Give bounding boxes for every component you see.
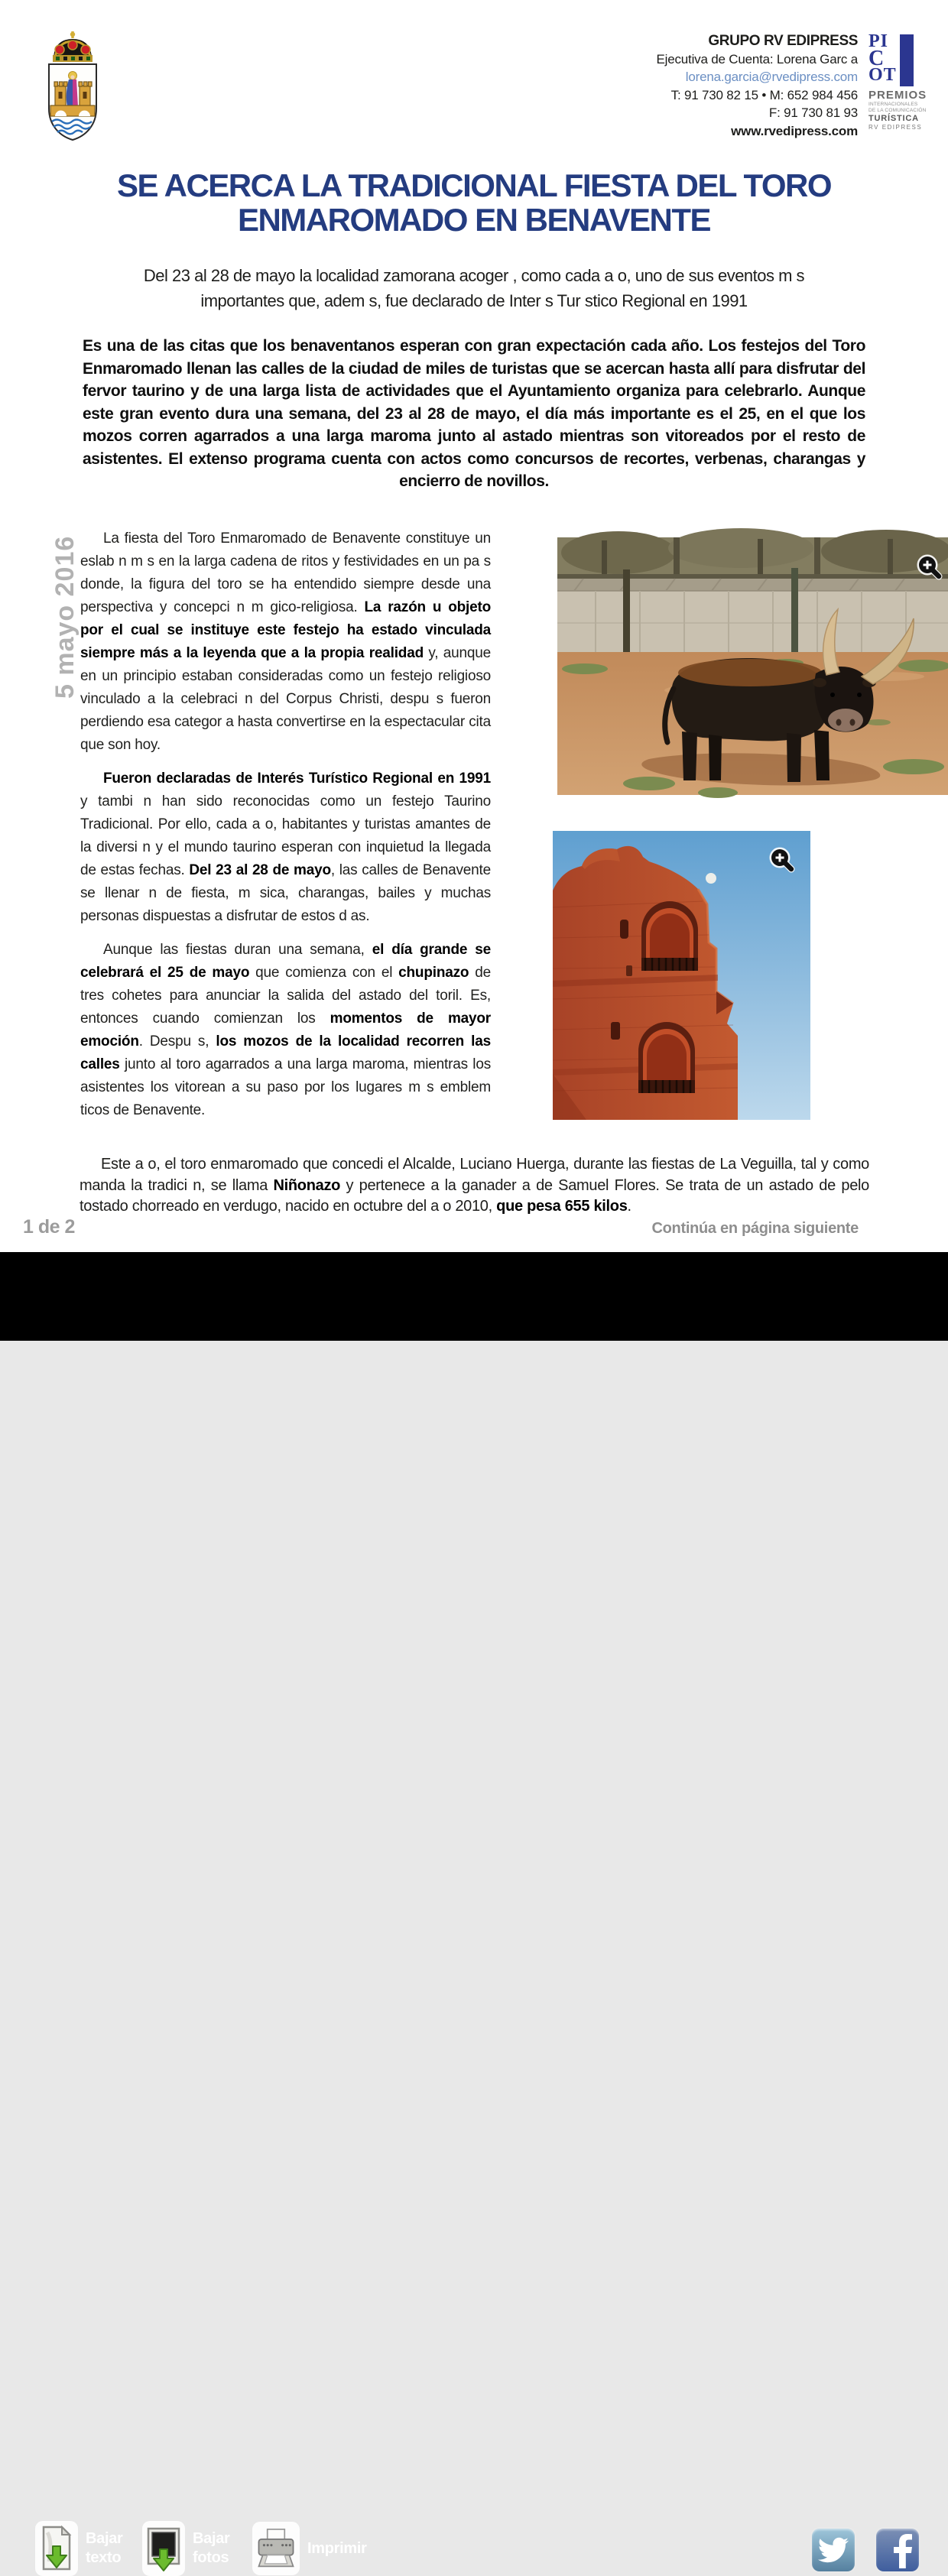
facebook-icon[interactable]: [876, 2529, 919, 2571]
continues-note: Continúa en página siguiente: [651, 1220, 859, 1237]
bull-photo: [557, 537, 948, 795]
agency-contact-block: [657, 32, 858, 140]
upper-arch: [641, 901, 698, 971]
article-left-column: [80, 527, 491, 1133]
agency-name: GRUPO RV EDIPRESS: [708, 33, 858, 49]
lead-paragraph: Es una de las citas que los benaventanos esperan con gran expectación cada año. Los festejos del Toro Enmaromado llenan las calles de la ciudad de miles de turistas que se acercan hasta allí para disfrutar del fervor taurino y de una larga lista de actividades que el Ayuntamiento organiza para celebrarlo. Aunque este gran evento dura una semana, del 23 al 28 de mayo, el día más importante es el 25, en el que los mozos corren agarrados a una larga maroma junto al astado mientras son vitoreados por el resto de asistentes. El extenso programa cuenta con actos como concursos de recortes, verbenas, charangas y encierro de novillos.: [83, 337, 865, 490]
twitter-icon[interactable]: [812, 2529, 855, 2571]
action-toolbar: [0, 1252, 948, 2566]
paragraph-4: Este a o, el toro enmaromado que concedi el Alcalde, Luciano Huerga, durante las fiestas de La Veguilla, tal y como manda la tradici n, se llama Niñonazo y pertenece a la ganader a de Samuel Flores. Se trata de un astado de pelo tostado chorreado en verdugo, nacido en octubre del a o 2010, que pesa 655 kilos.: [80, 1156, 869, 1215]
print-icon: [252, 2522, 300, 2575]
picot-letter-c: C: [868, 47, 885, 70]
zoom-in-icon[interactable]: [917, 554, 943, 580]
paragraph-3: Aunque las fiestas duran una semana, el día grande se celebrará el 25 de mayo que comienza con el chupinazo de tres cohetes para anunciar la salida del astado del toril. Es, entonces cuando comienzan los momentos de mayor emoción. Despu s, los mozos de la localidad recorren las calles junto al toro agarrados a una larga maroma, mientras los asistentes los vitorean a su paso por los lugares m s emblem ticos de Benavente.: [80, 942, 491, 1118]
email-link[interactable]: lorena.garcia@rvedipress.com: [685, 70, 858, 84]
download-text-label: Bajar texto: [86, 2530, 123, 2566]
vertical-date: 5 mayo 2016: [50, 535, 80, 699]
lower-arch: [638, 1022, 695, 1093]
zoom-in-icon[interactable]: [769, 847, 795, 873]
picot-turistica: TURÍSTICA: [868, 114, 919, 123]
page-indicator: 1 de 2: [23, 1216, 75, 1238]
download-text-icon: [35, 2521, 78, 2576]
tower-photo: [553, 831, 810, 1120]
picot-rv-edipress: RV EDIPRESS: [868, 124, 923, 131]
account-executive-line: Ejecutiva de Cuenta: Lorena Garc a: [656, 51, 858, 67]
fax-line: F: 91 730 81 93: [768, 105, 858, 120]
download-photos-icon: [142, 2521, 185, 2576]
print-label: Imprimir: [307, 2539, 367, 2557]
title-line-2: ENMAROMADO EN BENAVENTE: [237, 202, 711, 238]
picot-letters-pi: PI: [868, 31, 888, 51]
picot-letters-ot: OT: [868, 65, 897, 85]
subtitle: [0, 263, 948, 313]
print-button[interactable]: [252, 2522, 399, 2575]
website-link[interactable]: www.rvedipress.com: [731, 123, 858, 138]
paragraph-2: Fueron declaradas de Interés Turístico Regional en 1991 y tambi n han sido reconocidas como un festejo Taurino Tradicional. Por ello, cada a o, habitantes y turistas amantes de la diversi n y el mundo taurino esperan con inquietud la llegada de estas fechas. Del 23 al 28 de mayo, las calles de Benavente se llenar n de fiesta, m sica, charangas, bailes y muchas personas dispuestas a disfrutar de estos d as.: [80, 771, 491, 924]
subtitle-line-2: importantes que, adem s, fue declarado de Inter s Tur stico Regional en 1991: [200, 291, 748, 310]
picot-internacionales: INTERNACIONALES: [868, 102, 918, 107]
picot-premios: PREMIOS: [868, 89, 927, 102]
subtitle-line-1: Del 23 al 28 de mayo la localidad zamorana acoger , como cada a o, uno de sus eventos m s: [143, 266, 805, 285]
phone-line: T: 91 730 82 15 • M: 652 984 456: [670, 87, 858, 102]
title-line-1: SE ACERCA LA TRADICIONAL FIESTA DEL TORO: [116, 167, 832, 203]
download-photos-label: Bajar fotos: [193, 2530, 230, 2566]
download-photos-button[interactable]: [142, 2521, 243, 2576]
picot-logo-bar: [900, 34, 914, 86]
page-title: [0, 168, 948, 237]
picot-awards-logo: [868, 31, 928, 131]
download-text-button[interactable]: [35, 2521, 136, 2576]
picot-comunicacion: DE LA COMUNICACIÓN: [868, 107, 927, 113]
paragraph-1: La fiesta del Toro Enmaromado de Benavente constituye un eslab n m s en la larga cadena de ritos y festividades en un pa s donde, la figura del toro se ha entendido siempre desde una perspectiva y concepci n m gico-religiosa. La razón u objeto por el cual se instituye este festejo ha estado vinculada siempre más a la leyenda que a la propia realidad y, aunque en un principio estaban consideradas como un festejo religioso vinculado a la celebraci n del Corpus Christi, despu s fueron perdiendo esa categor a hasta convertirse en la espectacular cita que son hoy.: [80, 530, 491, 753]
benavente-coat-of-arms-icon: [43, 29, 102, 142]
